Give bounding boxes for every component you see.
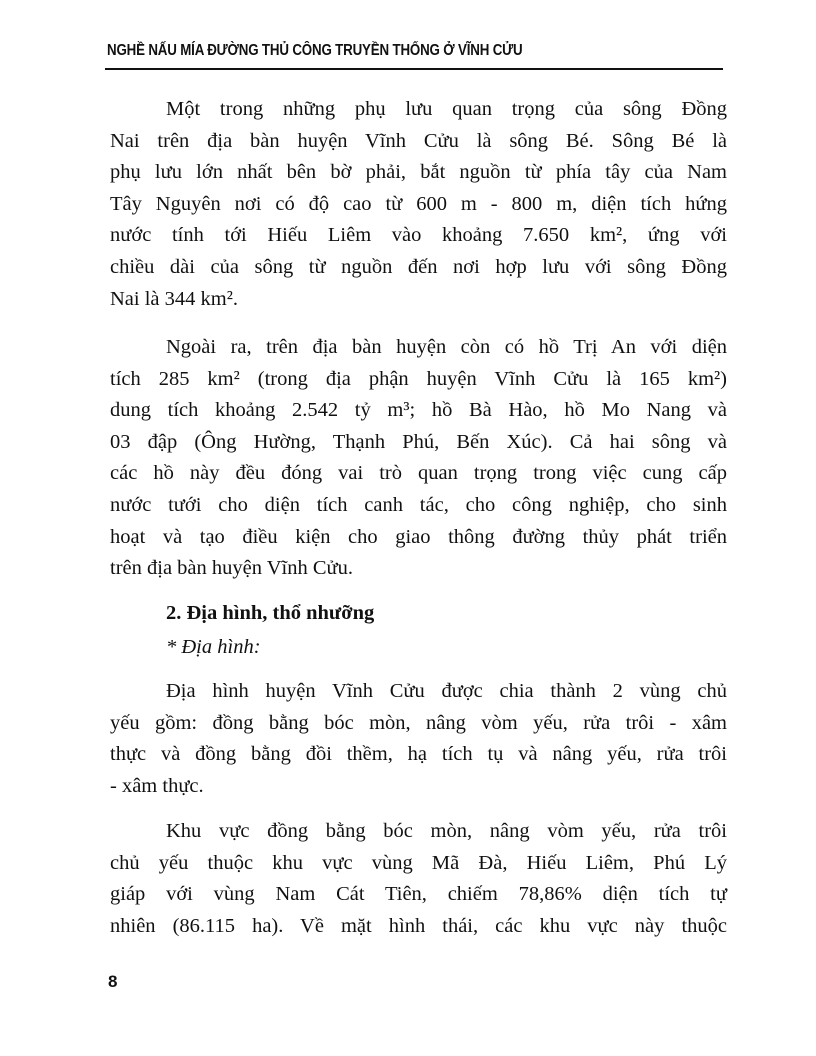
text-line: nhiên (86.115 ha). Về mặt hình thái, các khu vực này thuộc [110, 914, 727, 937]
text-line: 03 đập (Ông Hường, Thạnh Phú, Bến Xúc). Cả hai sông và [110, 430, 727, 453]
section-heading-block [110, 598, 727, 630]
page-number: 8 [108, 972, 118, 991]
text-line: chiều dài của sông từ nguồn đến nơi hợp lưu với sông Đồng [110, 255, 727, 278]
header-rule [105, 68, 723, 70]
paragraph-4 [110, 816, 727, 942]
text-line: nước tính tới Hiếu Liêm vào khoảng 7.650 km², ứng với [110, 224, 727, 247]
subsection-heading: * Địa hình: [166, 636, 261, 658]
subsection-heading-block [110, 632, 727, 664]
text-line: thực và đồng bằng đồi thềm, hạ tích tụ và nâng yếu, rửa trôi [110, 743, 727, 766]
text-line: trên địa bàn huyện Vĩnh Cửu. [110, 557, 354, 580]
text-line: Một trong những phụ lưu quan trọng của sông Đồng [166, 98, 727, 120]
text-line: phụ lưu lớn nhất bên bờ phải, bắt nguồn từ phía tây của Nam [110, 161, 727, 184]
text-line: giáp với vùng Nam Cát Tiên, chiếm 78,86% diện tích tự [110, 883, 727, 906]
text-line: các hồ này đều đóng vai trò quan trọng trong việc cung cấp [110, 462, 727, 485]
text-line: Ngoài ra, trên địa bàn huyện còn có hồ Trị An với diện [166, 336, 727, 358]
text-line: hoạt và tạo điều kiện cho giao thông đường thủy phát triển [110, 525, 727, 548]
text-line: - xâm thực. [110, 774, 204, 797]
text-line: tích 285 km² (trong địa phận huyện Vĩnh Cửu là 165 km²) [110, 367, 727, 390]
text-line: nước tưới cho diện tích canh tác, cho công nghiệp, cho sinh [110, 493, 727, 516]
text-line: dung tích khoảng 2.542 tỷ m³; hồ Bà Hào, hồ Mo Nang và [110, 399, 727, 422]
text-line: Địa hình huyện Vĩnh Cửu được chia thành 2 vùng chủ [166, 680, 727, 702]
text-line: Tây Nguyên nơi có độ cao từ 600 m - 800 m, diện tích hứng [110, 192, 727, 215]
text-line: Khu vực đồng bằng bóc mòn, nâng vòm yếu, rửa trôi [166, 820, 727, 842]
paragraph-2 [110, 332, 727, 585]
running-header: NGHỀ NẤU MÍA ĐƯỜNG THỦ CÔNG TRUYỀN THỐNG Ở VĨNH CỬU [107, 42, 523, 59]
text-line: chủ yếu thuộc khu vực vùng Mã Đà, Hiếu Liêm, Phú Lý [110, 851, 727, 874]
paragraph-1 [110, 94, 727, 315]
text-line: Nai là 344 km². [110, 287, 238, 310]
paragraph-3 [110, 676, 727, 802]
text-line: Nai trên địa bàn huyện Vĩnh Cửu là sông Bé. Sông Bé là [110, 129, 727, 152]
section-heading: 2. Địa hình, thổ nhưỡng [166, 602, 375, 624]
text-line: yếu gồm: đồng bằng bóc mòn, nâng vòm yếu, rửa trôi - xâm [110, 711, 727, 734]
